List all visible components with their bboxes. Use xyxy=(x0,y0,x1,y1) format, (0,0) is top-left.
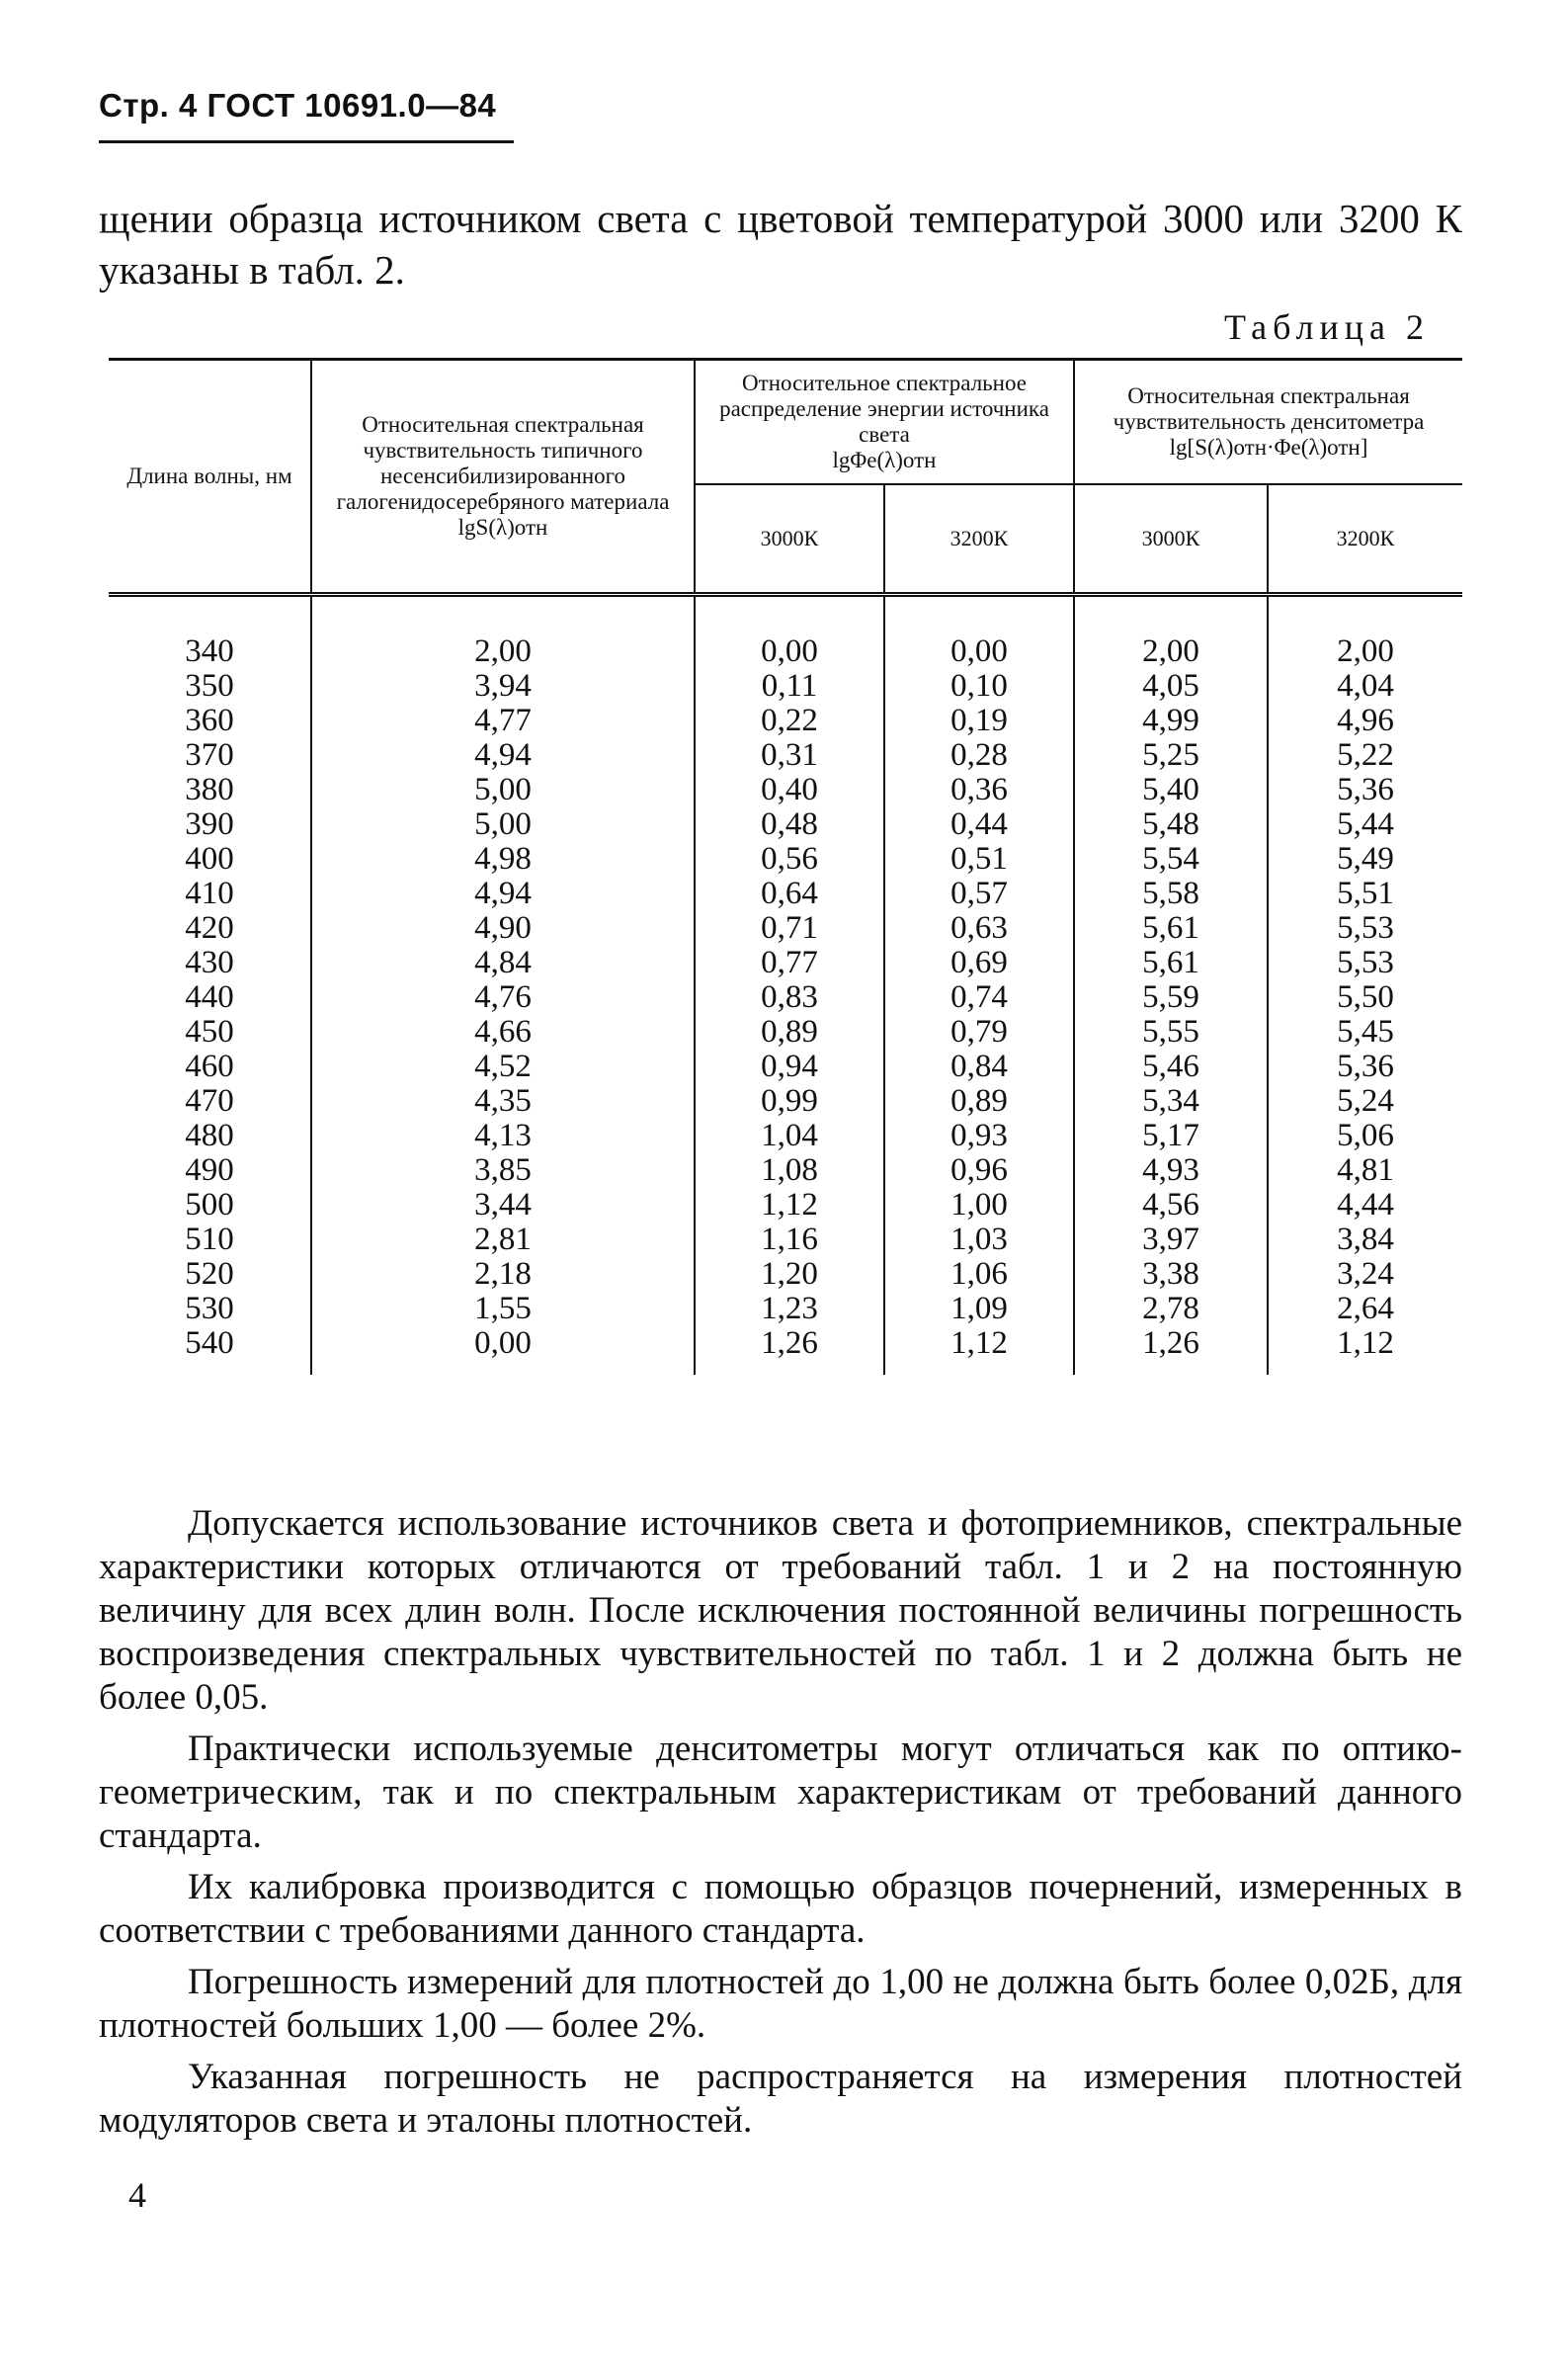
cell-densitometer-3200: 5,22 xyxy=(1268,738,1462,773)
cell-densitometer-3000: 5,34 xyxy=(1074,1084,1268,1119)
cell-wavelength: 350 xyxy=(185,668,234,704)
spectral-table xyxy=(109,358,1462,1375)
cell-energy-3200: 0,44 xyxy=(884,807,1074,842)
body-text xyxy=(99,1502,1462,2151)
cell-energy-3000: 0,31 xyxy=(695,738,884,773)
cell-wavelength: 420 xyxy=(185,910,234,946)
cell-energy-3200: 0,84 xyxy=(884,1050,1074,1084)
cell-sensitivity: 4,94 xyxy=(311,877,695,911)
cell-sensitivity: 3,44 xyxy=(311,1188,695,1223)
table-row xyxy=(109,842,1462,877)
header-energy-3000: 3000К xyxy=(695,484,884,595)
cell-energy-3000: 0,89 xyxy=(695,1015,884,1050)
cell-energy-3200: 0,28 xyxy=(884,738,1074,773)
cell-wavelength: 400 xyxy=(185,841,234,877)
table-row xyxy=(109,946,1462,980)
cell-sensitivity: 4,76 xyxy=(311,980,695,1015)
table-row xyxy=(109,1292,1462,1326)
cell-densitometer-3000: 4,56 xyxy=(1074,1188,1268,1223)
cell-wavelength: 410 xyxy=(185,876,234,911)
cell-energy-3200: 0,00 xyxy=(884,595,1074,670)
cell-energy-3200: 0,93 xyxy=(884,1119,1074,1153)
cell-wavelength: 530 xyxy=(185,1291,234,1326)
cell-energy-3200: 1,03 xyxy=(884,1223,1074,1257)
cell-densitometer-3000: 3,38 xyxy=(1074,1257,1268,1292)
cell-densitometer-3000: 2,00 xyxy=(1074,595,1268,670)
cell-sensitivity: 5,00 xyxy=(311,773,695,807)
table-row xyxy=(109,1188,1462,1223)
table-row xyxy=(109,877,1462,911)
paragraph: Допускается использование источников света и фотоприемников, спектральные характеристики которых отличаются от требований табл. 1 и 2 на постоянную величину для всех длин волн. После исключения постоянной величины погрешность воспроизведения спектральных чувствительностей по табл. 1 и 2 должна быть не более 0,05. xyxy=(99,1503,1462,1718)
cell-energy-3200: 0,63 xyxy=(884,911,1074,946)
cell-sensitivity: 1,55 xyxy=(311,1292,695,1326)
paragraph: Практически используемые денситометры могут отличаться как по оптико-геометрическим, так и по спектральным характеристикам от требований данного стандарта. xyxy=(99,1729,1462,1856)
cell-energy-3000: 0,77 xyxy=(695,946,884,980)
cell-wavelength: 520 xyxy=(185,1256,234,1292)
cell-densitometer-3200: 4,44 xyxy=(1268,1188,1462,1223)
header-densitometer-3000: 3000К xyxy=(1074,484,1268,595)
cell-energy-3200: 1,06 xyxy=(884,1257,1074,1292)
cell-densitometer-3000: 5,40 xyxy=(1074,773,1268,807)
table-row xyxy=(109,1015,1462,1050)
cell-energy-3200: 0,74 xyxy=(884,980,1074,1015)
cell-energy-3000: 1,23 xyxy=(695,1292,884,1326)
cell-densitometer-3200: 1,12 xyxy=(1268,1326,1462,1375)
cell-energy-3200: 1,12 xyxy=(884,1326,1074,1375)
cell-wavelength: 480 xyxy=(185,1118,234,1153)
cell-wavelength: 510 xyxy=(185,1222,234,1257)
paragraph: Их калибровка производится с помощью образцов почернений, измеренных в соответствии с требованиями данного стандарта. xyxy=(99,1867,1462,1951)
cell-energy-3200: 0,89 xyxy=(884,1084,1074,1119)
cell-energy-3200: 0,51 xyxy=(884,842,1074,877)
cell-energy-3000: 0,48 xyxy=(695,807,884,842)
cell-densitometer-3200: 3,24 xyxy=(1268,1257,1462,1292)
cell-densitometer-3000: 5,54 xyxy=(1074,842,1268,877)
cell-densitometer-3200: 5,36 xyxy=(1268,773,1462,807)
header-densitometer-text: Относительная спектральная чувствительность денситометра xyxy=(1113,383,1425,434)
cell-energy-3200: 0,36 xyxy=(884,773,1074,807)
table-row xyxy=(109,1326,1462,1375)
cell-densitometer-3200: 5,51 xyxy=(1268,877,1462,911)
cell-densitometer-3200: 2,64 xyxy=(1268,1292,1462,1326)
cell-densitometer-3000: 5,17 xyxy=(1074,1119,1268,1153)
cell-sensitivity: 5,00 xyxy=(311,807,695,842)
cell-sensitivity: 4,52 xyxy=(311,1050,695,1084)
cell-densitometer-3200: 4,81 xyxy=(1268,1153,1462,1188)
cell-densitometer-3000: 4,99 xyxy=(1074,704,1268,738)
cell-energy-3200: 0,57 xyxy=(884,877,1074,911)
cell-wavelength: 360 xyxy=(185,703,234,738)
cell-wavelength: 500 xyxy=(185,1187,234,1223)
header-energy-text: Относительное спектральное распределение энергии источника света xyxy=(719,371,1049,447)
cell-energy-3200: 0,69 xyxy=(884,946,1074,980)
cell-sensitivity: 3,85 xyxy=(311,1153,695,1188)
cell-energy-3200: 1,09 xyxy=(884,1292,1074,1326)
intro-text: щении образца источником света с цветовой температурой 3000 или 3200 К указаны в табл. 2. xyxy=(99,196,1462,293)
cell-densitometer-3200: 5,49 xyxy=(1268,842,1462,877)
cell-densitometer-3200: 5,06 xyxy=(1268,1119,1462,1153)
cell-sensitivity: 4,84 xyxy=(311,946,695,980)
header-sensitivity-formula: lgS(λ)отн xyxy=(457,515,548,540)
cell-densitometer-3000: 4,93 xyxy=(1074,1153,1268,1188)
cell-densitometer-3000: 5,59 xyxy=(1074,980,1268,1015)
page-header: Стр. 4 ГОСТ 10691.0—84 xyxy=(99,87,497,124)
cell-energy-3000: 1,04 xyxy=(695,1119,884,1153)
table-row xyxy=(109,1050,1462,1084)
cell-wavelength: 540 xyxy=(185,1325,234,1361)
table-row xyxy=(109,1257,1462,1292)
cell-sensitivity: 4,35 xyxy=(311,1084,695,1119)
cell-sensitivity: 4,66 xyxy=(311,1015,695,1050)
cell-densitometer-3200: 5,44 xyxy=(1268,807,1462,842)
cell-densitometer-3000: 5,25 xyxy=(1074,738,1268,773)
cell-energy-3000: 0,22 xyxy=(695,704,884,738)
cell-wavelength: 490 xyxy=(185,1152,234,1188)
table-body xyxy=(109,595,1462,1376)
cell-densitometer-3000: 5,61 xyxy=(1074,911,1268,946)
cell-energy-3000: 0,11 xyxy=(695,669,884,704)
spectral-table-wrap xyxy=(109,358,1462,1375)
table-row xyxy=(109,1153,1462,1188)
table-caption: Таблица 2 xyxy=(1224,307,1430,347)
cell-sensitivity: 4,98 xyxy=(311,842,695,877)
paragraph: Указанная погрешность не распространяется на измерения плотностей модуляторов света и эталоны плотностей. xyxy=(99,2057,1462,2141)
cell-densitometer-3200: 2,00 xyxy=(1268,595,1462,670)
cell-wavelength: 370 xyxy=(185,737,234,773)
cell-densitometer-3200: 5,45 xyxy=(1268,1015,1462,1050)
cell-sensitivity: 2,81 xyxy=(311,1223,695,1257)
header-rule xyxy=(99,140,514,143)
cell-wavelength: 450 xyxy=(185,1014,234,1050)
table-row xyxy=(109,738,1462,773)
cell-wavelength: 460 xyxy=(185,1049,234,1084)
cell-sensitivity: 4,94 xyxy=(311,738,695,773)
cell-energy-3000: 0,64 xyxy=(695,877,884,911)
header-densitometer xyxy=(1074,360,1462,485)
cell-densitometer-3000: 5,58 xyxy=(1074,877,1268,911)
cell-energy-3000: 0,71 xyxy=(695,911,884,946)
cell-densitometer-3200: 5,53 xyxy=(1268,911,1462,946)
table-row xyxy=(109,704,1462,738)
paragraph: Погрешность измерений для плотностей до 1,00 не должна быть более 0,02Б, для плотностей больших 1,00 — более 2%. xyxy=(99,1962,1462,2046)
header-densitometer-formula: lg[S(λ)отн·Φe(λ)отн] xyxy=(1169,435,1368,460)
table-row xyxy=(109,595,1462,670)
header-sensitivity xyxy=(311,360,695,595)
cell-energy-3200: 1,00 xyxy=(884,1188,1074,1223)
cell-densitometer-3000: 4,05 xyxy=(1074,669,1268,704)
header-wavelength: Длина волны, нм xyxy=(109,360,311,595)
cell-wavelength: 340 xyxy=(185,633,234,669)
cell-energy-3000: 1,20 xyxy=(695,1257,884,1292)
cell-energy-3000: 0,83 xyxy=(695,980,884,1015)
cell-energy-3200: 0,96 xyxy=(884,1153,1074,1188)
cell-densitometer-3200: 3,84 xyxy=(1268,1223,1462,1257)
cell-densitometer-3000: 5,48 xyxy=(1074,807,1268,842)
cell-energy-3000: 1,26 xyxy=(695,1326,884,1375)
header-energy xyxy=(695,360,1074,485)
cell-wavelength: 430 xyxy=(185,945,234,980)
cell-energy-3200: 0,19 xyxy=(884,704,1074,738)
table-row xyxy=(109,1084,1462,1119)
header-energy-3200: 3200К xyxy=(884,484,1074,595)
cell-energy-3000: 0,40 xyxy=(695,773,884,807)
table-row xyxy=(109,980,1462,1015)
cell-densitometer-3200: 5,36 xyxy=(1268,1050,1462,1084)
cell-energy-3000: 1,08 xyxy=(695,1153,884,1188)
table-row xyxy=(109,669,1462,704)
cell-densitometer-3200: 4,04 xyxy=(1268,669,1462,704)
cell-densitometer-3000: 1,26 xyxy=(1074,1326,1268,1375)
cell-densitometer-3000: 5,55 xyxy=(1074,1015,1268,1050)
cell-densitometer-3000: 2,78 xyxy=(1074,1292,1268,1326)
cell-sensitivity: 4,13 xyxy=(311,1119,695,1153)
page-number: 4 xyxy=(128,2175,146,2215)
cell-wavelength: 380 xyxy=(185,772,234,807)
table-row xyxy=(109,911,1462,946)
header-densitometer-3200: 3200К xyxy=(1268,484,1462,595)
table-row xyxy=(109,807,1462,842)
cell-densitometer-3000: 5,61 xyxy=(1074,946,1268,980)
cell-wavelength: 440 xyxy=(185,979,234,1015)
cell-sensitivity: 0,00 xyxy=(311,1326,695,1375)
cell-wavelength: 470 xyxy=(185,1083,234,1119)
cell-energy-3000: 0,00 xyxy=(695,595,884,670)
cell-energy-3200: 0,10 xyxy=(884,669,1074,704)
cell-wavelength: 390 xyxy=(185,806,234,842)
cell-energy-3000: 0,94 xyxy=(695,1050,884,1084)
header-energy-formula: lgΦe(λ)отн xyxy=(832,448,937,472)
table-row xyxy=(109,1223,1462,1257)
cell-energy-3000: 0,99 xyxy=(695,1084,884,1119)
table-row xyxy=(109,1119,1462,1153)
cell-densitometer-3200: 5,50 xyxy=(1268,980,1462,1015)
cell-densitometer-3200: 5,53 xyxy=(1268,946,1462,980)
cell-densitometer-3000: 5,46 xyxy=(1074,1050,1268,1084)
cell-sensitivity: 4,77 xyxy=(311,704,695,738)
cell-sensitivity: 3,94 xyxy=(311,669,695,704)
cell-energy-3200: 0,79 xyxy=(884,1015,1074,1050)
cell-energy-3000: 0,56 xyxy=(695,842,884,877)
cell-densitometer-3200: 5,24 xyxy=(1268,1084,1462,1119)
cell-sensitivity: 2,00 xyxy=(311,595,695,670)
cell-densitometer-3000: 3,97 xyxy=(1074,1223,1268,1257)
cell-sensitivity: 2,18 xyxy=(311,1257,695,1292)
table-row xyxy=(109,773,1462,807)
cell-sensitivity: 4,90 xyxy=(311,911,695,946)
cell-densitometer-3200: 4,96 xyxy=(1268,704,1462,738)
header-sensitivity-text: Относительная спектральная чувствительность типичного несенсибилизированного галогенидосеребряного материала xyxy=(336,412,670,514)
cell-energy-3000: 1,16 xyxy=(695,1223,884,1257)
cell-energy-3000: 1,12 xyxy=(695,1188,884,1223)
